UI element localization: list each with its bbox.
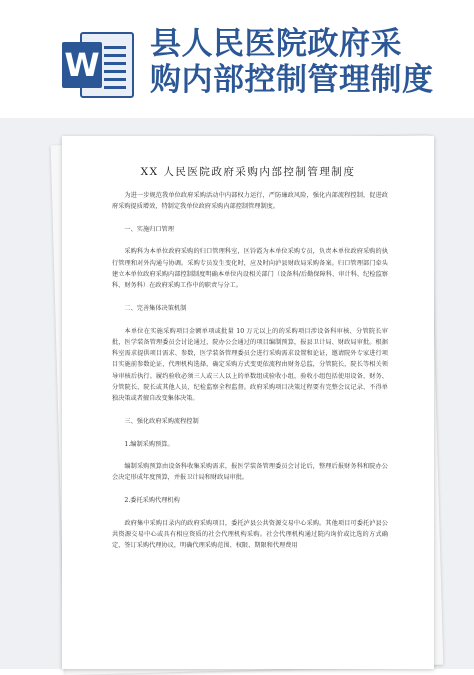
subsection-heading: 1.编制采购预算。 — [124, 440, 174, 448]
page-title — [150, 26, 470, 98]
word-letter-badge: W — [62, 42, 102, 88]
document-body — [112, 190, 388, 563]
page-title-line-1: 县人民医院政府采 — [150, 26, 402, 62]
word-document-icon — [62, 32, 134, 98]
paragraph-intro: 为进一步规范我单位政府采购活动中内部权力运行，严防廉政风险，强化内部流程控制，促进政府采购提质增效，特制定我单位政府采购内部控制管理制度。 — [112, 192, 388, 211]
section-heading: 三、强化政府采购流程控制 — [124, 417, 199, 425]
section-heading: 一、实施归口管理 — [124, 225, 174, 233]
paragraph: 本单位在实施采购项目金额单项或批量 10 万元以上的的采购项目涉设备科审核、分管院长审批，医学装备管理委员会讨论通过，院办公会通过的项目编制预算，报县卫计局、财政局审批。根据科室需求提供项目需求、参数，医学装备管理委员会进行采购需求设置和论证，邀请院外专家进行项目实施前参数论证，代理机构选择，确定采购方式变更依流程由财务总监，分管院长，院长等相关领导审核后执行。履约验收必须三人或三人以上的单数组成验收小组，验收小组包括使用设备、财务、分管院长、院长或其他人员，纪检监察全程监督。政府采购项目决策过程要有完整会议记录、不得单独决策或者擅自改变集体决策。 — [112, 327, 388, 403]
subsection-heading: 2.委托采购代理机构 — [124, 497, 180, 505]
section-heading: 二、完善集体决策机制 — [124, 304, 187, 312]
document-page — [62, 136, 434, 669]
paragraph: 采购科为本单位政府采购的归口管理科室，区钤霞为本单位采购专员，负责本单位政府采购的执行管理和对外沟通与协调。采购专员发生变化时，应及时向泸县财政局采购备案。归口管理部门牵头建立本单位政府采购内部控制制度明确本单位内设相关部门（设备科/后勤保障科、审计科、纪检监察科、财务科）在政府采购工作中的职责与分工。 — [112, 248, 388, 290]
paragraph: 政府集中采购目录内的政府采购项目，委托泸县公共资源交易中心采购。其他项目可委托泸县公共资源交易中心或具有相应资质的社会代理机构采购。社会代理机构通过院内询价或比选的方式确定，签订采购代理协议，明确代理采购范围、权限、期限和代理费用 — [112, 519, 388, 550]
page-title-line-2: 购内部控制管理制度 — [150, 62, 434, 98]
paragraph: 编制采购预算由设备科收集采购需求，报医学装备管理委员会讨论后，整理后报财务科和院办公会决定形成年度预算，并报卫计局和财政局审批。 — [112, 463, 388, 482]
document-title: XX 人民医院政府采购内部控制管理制度 — [140, 166, 356, 178]
header-banner — [0, 0, 474, 118]
